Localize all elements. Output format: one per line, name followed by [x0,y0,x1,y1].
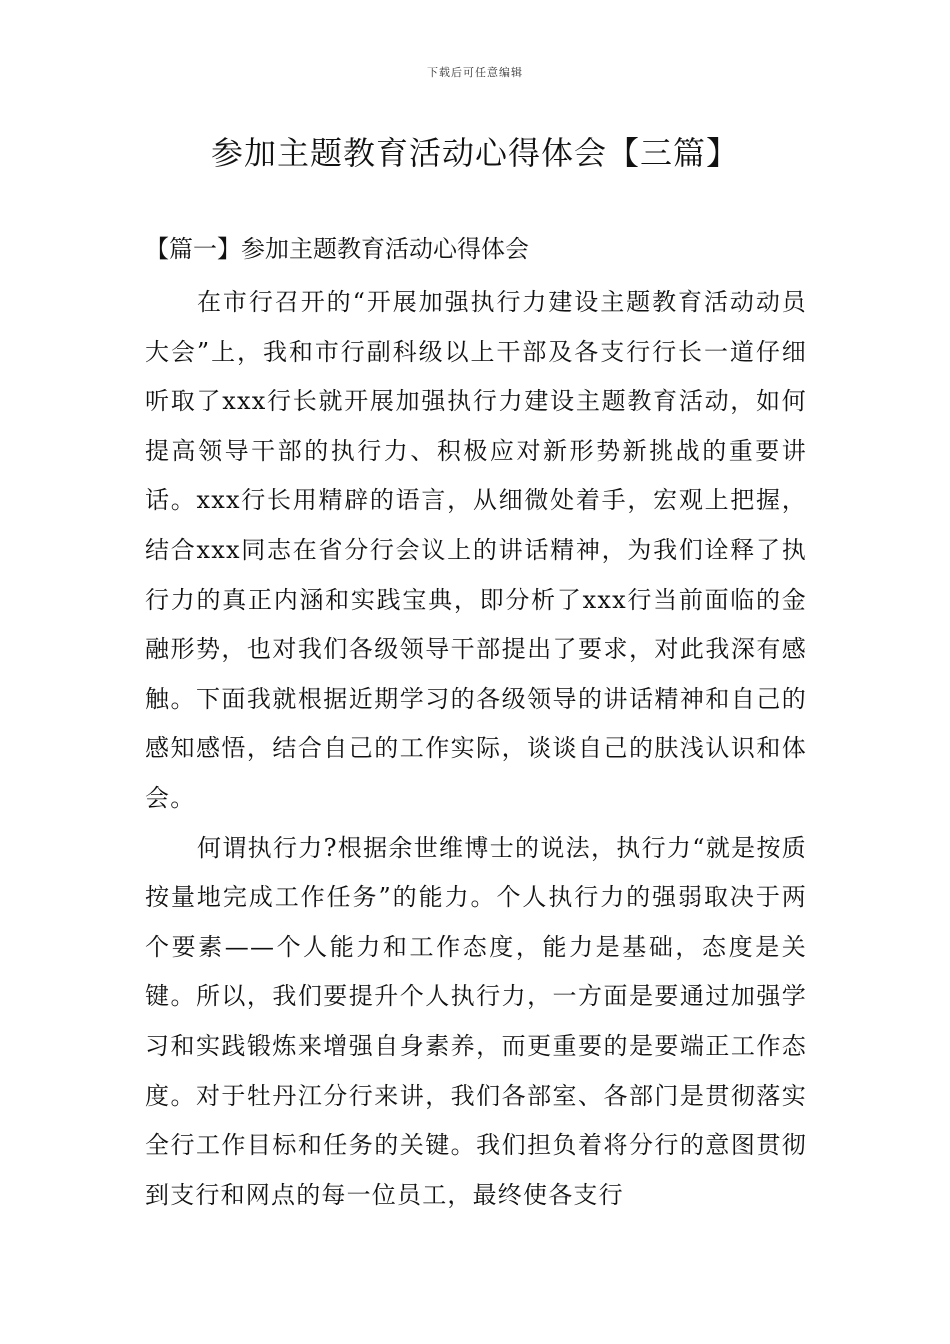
page-header-note: 下载后可任意编辑 [427,66,523,79]
paragraph: 在市行召开的“开展加强执行力建设主题教育活动动员大会”上，我和市行副科级以上干部及各支行行长一道仔细听取了xxx行长就开展加强执行力建设主题教育活动，如何提高领导干部的执行力、积极应对新形势新挑战的重要讲话。xxx行长用精辟的语言，从细微处着手，宏观上把握，结合xxx同志在省分行会议上的讲话精神，为我们诠释了执行力的真正内涵和实践宝典，即分析了xxx行当前面临的金融形势，也对我们各级领导干部提出了要求，对此我深有感触。下面我就根据近期学习的各级领导的讲话精神和自己的感知感悟，结合自己的工作实际，谈谈自己的肤浅认识和体会。 [145,288,807,812]
paragraph: 何谓执行力?根据余世维博士的说法，执行力“就是按质按量地完成工作任务”的能力。个人执行力的强弱取决于两个要素——个人能力和工作态度，能力是基础，态度是关键。所以，我们要提升个人执行力，一方面是要通过加强学习和实践锻炼来增强自身素养，而更重要的是要端正工作态度。对于牡丹江分行来讲，我们各部室、各部门是贯彻落实全行工作目标和任务的关键。我们担负着将分行的意图贯彻到支行和网点的每一位员工，最终使各支行 [145,833,807,1209]
document-title: 参加主题教育活动心得体会【三篇】 [210,134,739,172]
section-heading: 【篇一】参加主题教育活动心得体会 [145,235,529,263]
document-body [145,278,807,1220]
